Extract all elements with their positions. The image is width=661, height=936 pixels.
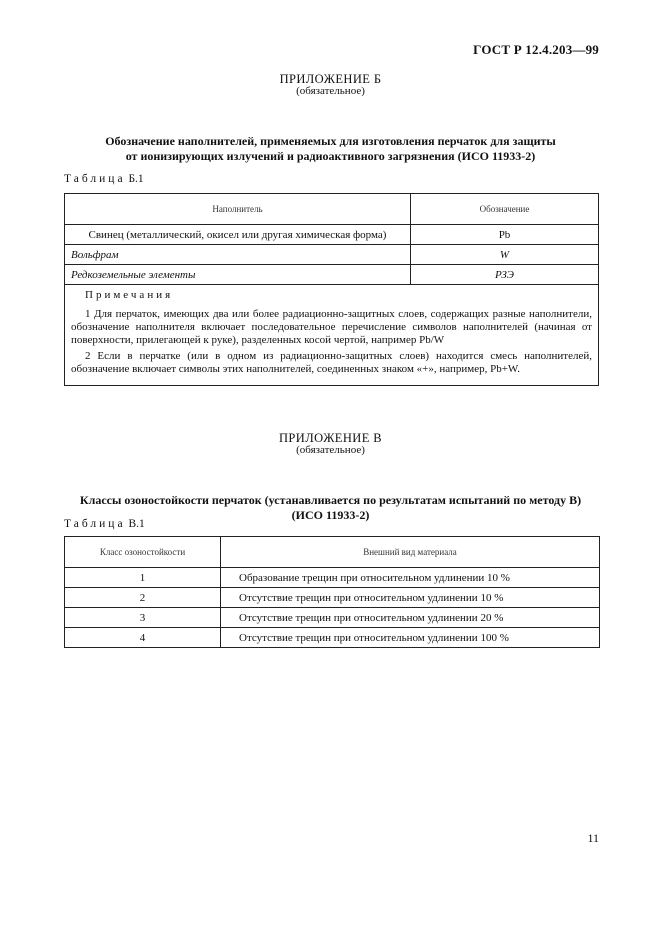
filler-name: Вольфрам (65, 245, 411, 265)
material-appearance: Отсутствие трещин при относительном удлинении 10 % (221, 588, 600, 608)
filler-name: Редкоземельные элементы (65, 265, 411, 285)
table-v1-label (64, 518, 145, 530)
table-header-row (65, 194, 599, 225)
appendix-v-heading-line2: (ИСО 11933-2) (291, 508, 370, 522)
appendix-b-heading (0, 134, 661, 164)
table-label-number: Б.1 (128, 173, 144, 185)
appendix-b-subtitle: (обязательное) (296, 85, 365, 97)
appendix-b-heading-line1: Обозначение наполнителей, применяемых для изготовления перчаток для защиты (105, 134, 556, 148)
table-row (65, 588, 600, 608)
material-appearance: Образование трещин при относительном удлинении 10 % (221, 568, 600, 588)
material-appearance: Отсутствие трещин при относительном удлинении 20 % (221, 608, 600, 628)
appendix-b-heading-line2: от ионизирующих излучений и радиоактивного загрязнения (ИСО 11933-2) (125, 149, 536, 163)
table-notes-row (65, 285, 599, 386)
ozone-class: 3 (65, 608, 221, 628)
column-header-appearance: Внешний вид материала (221, 537, 600, 568)
table-row (65, 225, 599, 245)
table-row (65, 608, 600, 628)
table-notes (65, 285, 599, 386)
filler-symbol: Pb (411, 225, 599, 245)
material-appearance: Отсутствие трещин при относительном удлинении 100 % (221, 628, 600, 648)
appendix-v-heading-line1: Классы озоностойкости перчаток (устанавливается по результатам испытаний по методу В) (79, 493, 582, 507)
table-row (65, 628, 600, 648)
table-b1-label (64, 173, 144, 185)
table-row (65, 265, 599, 285)
table-label-number: В.1 (128, 518, 145, 530)
appendix-v-subtitle: (обязательное) (296, 444, 365, 456)
filler-symbol: W (411, 245, 599, 265)
table-label-word: Таблица (64, 518, 126, 530)
note-item: 1 Для перчаток, имеющих два или более радиационно-защитных слоев, содержащих разные наполнители, обозначение наполнителя включает последовательное перечисление символов наполнителей (начиная от поверхности, прилегающей к руке), разделенных косой чертой, например Pb/W (71, 308, 592, 346)
filler-symbol: РЗЭ (411, 265, 599, 285)
ozone-class: 4 (65, 628, 221, 648)
table-header-row (65, 537, 600, 568)
ozone-class: 2 (65, 588, 221, 608)
appendix-b-title: ПРИЛОЖЕНИЕ Б (279, 72, 382, 86)
note-item: 2 Если в перчатке (или в одном из радиационно-защитных слоев) находится смесь наполнителей, обозначение включает символы этих наполнителей, соединенных знаком «+», например, Pb+W. (71, 350, 592, 375)
table-b1 (64, 193, 599, 386)
document-id: ГОСТ Р 12.4.203—99 (473, 42, 599, 57)
column-header-class: Класс озоностойкости (65, 537, 221, 568)
page-number: 11 (587, 831, 599, 845)
table-row (65, 568, 600, 588)
column-header-symbol: Обозначение (411, 194, 599, 225)
ozone-class: 1 (65, 568, 221, 588)
filler-name: Свинец (металлический, окисел или другая химическая форма) (65, 225, 411, 245)
notes-title: Примечания (85, 289, 174, 301)
table-v1 (64, 536, 600, 648)
column-header-filler: Наполнитель (65, 194, 411, 225)
table-row (65, 245, 599, 265)
appendix-v-title: ПРИЛОЖЕНИЕ В (279, 431, 382, 445)
table-label-word: Таблица (64, 173, 126, 185)
